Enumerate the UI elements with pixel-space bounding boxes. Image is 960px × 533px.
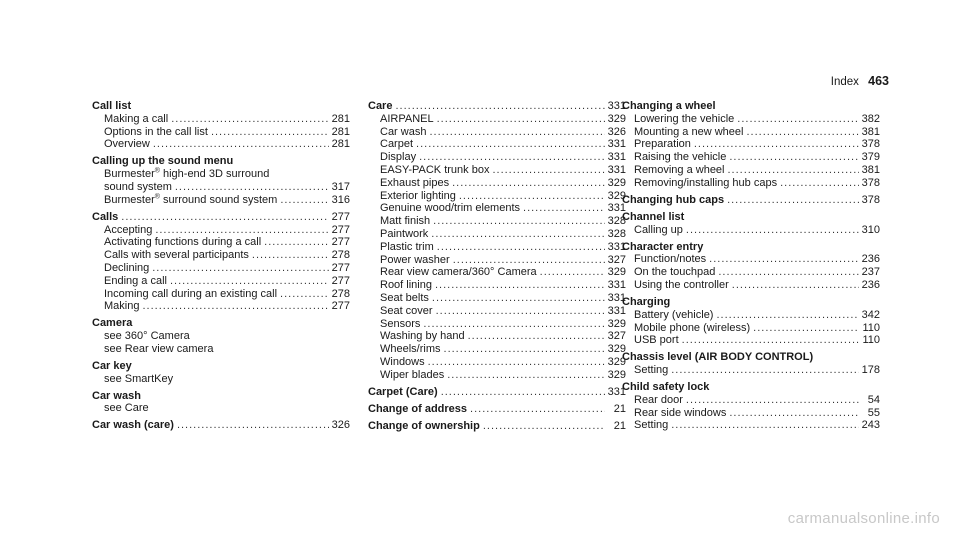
leader-dots: [753, 322, 859, 335]
index-subentry[interactable]: [622, 364, 880, 377]
leader-dots: [436, 305, 605, 318]
subentry-text: Lowering the vehicle: [634, 112, 735, 125]
leader-dots: [540, 266, 605, 279]
index-heading[interactable]: [622, 296, 880, 309]
index-subentry[interactable]: [368, 318, 626, 331]
subentry-text: Washing by hand: [380, 330, 465, 343]
index-entry: [368, 386, 626, 399]
page-ref: 237: [861, 266, 880, 279]
index-subentry[interactable]: [368, 305, 626, 318]
page-ref: 54: [867, 393, 880, 406]
leader-dots: [459, 190, 605, 203]
index-heading[interactable]: [622, 241, 880, 254]
page-ref: 329: [607, 176, 626, 189]
index-subentry[interactable]: [368, 266, 626, 279]
subentry-text: Removing a wheel: [634, 163, 725, 176]
leader-dots: [453, 254, 605, 267]
index-entry: [92, 419, 350, 432]
subentry-text: Display: [380, 151, 417, 164]
subentry-text: Making: [104, 300, 140, 313]
page-ref: 331: [607, 202, 626, 215]
page-ref: 110: [862, 321, 880, 334]
subentry-text: Raising the vehicle: [634, 151, 727, 164]
page-ref: 326: [607, 125, 626, 138]
subentry-text: USB port: [634, 334, 679, 347]
leader-dots: [682, 334, 859, 347]
subentry-text: sound system: [104, 180, 172, 193]
subentry-text: Overview: [104, 138, 150, 151]
page-ref: 378: [861, 193, 880, 206]
page-ref: 331: [607, 100, 626, 112]
page-ref: 21: [613, 402, 626, 415]
leader-dots: [433, 215, 605, 228]
subentry-text: Seat cover: [380, 304, 433, 317]
index-heading[interactable]: [368, 420, 626, 433]
index-subentry[interactable]: [92, 236, 350, 249]
leader-dots: [153, 138, 329, 151]
index-subentry[interactable]: [92, 126, 350, 139]
index-subentry[interactable]: [368, 356, 626, 369]
index-subentry[interactable]: [622, 279, 880, 292]
page-ref: 331: [607, 163, 626, 176]
page-ref: 281: [331, 112, 350, 125]
subentry-text: Setting: [634, 364, 669, 377]
leader-dots: [441, 386, 605, 399]
subentry-text: Rear door: [634, 393, 683, 406]
page-ref: 277: [331, 274, 350, 287]
page-ref: 277: [331, 300, 350, 313]
index-subentry[interactable]: [92, 262, 350, 275]
subentry-text: Paintwork: [380, 227, 429, 240]
subentry-text: Wiper blades: [380, 368, 445, 381]
index-subentry[interactable]: [92, 300, 350, 313]
subentry-text: Declining: [104, 261, 150, 274]
page-number: 463: [868, 74, 889, 88]
index-subentry[interactable]: [92, 181, 350, 194]
page-ref: 310: [861, 223, 880, 236]
index-subentry[interactable]: [622, 177, 880, 190]
index-subentry[interactable]: [622, 224, 880, 237]
heading-text: Chassis level (AIR BODY CONTROL): [622, 351, 814, 364]
index-column-1: [92, 100, 350, 436]
page-ref: 379: [861, 151, 880, 164]
index-subentry[interactable]: [92, 402, 350, 415]
leader-dots: [452, 177, 605, 190]
leader-dots: [671, 364, 858, 377]
subentry-text: Activating functions during a call: [104, 236, 262, 249]
index-subentry[interactable]: [622, 309, 880, 322]
subentry-text: Preparation: [634, 138, 691, 151]
index-subentry[interactable]: [368, 126, 626, 139]
leader-dots: [746, 126, 858, 139]
index-subentry[interactable]: [622, 407, 880, 420]
subentry-text: On the touchpad: [634, 266, 716, 279]
subentry-text: Matt finish: [380, 215, 431, 228]
index-entry: [368, 403, 626, 416]
page-ref: 329: [607, 266, 626, 279]
index-subentry[interactable]: [622, 253, 880, 266]
page-ref: 331: [607, 240, 626, 253]
subentry-text: Function/notes: [634, 253, 707, 266]
leader-dots: [729, 151, 858, 164]
index-entry: [92, 155, 350, 206]
index-subentry[interactable]: [368, 164, 626, 177]
leader-dots: [468, 330, 605, 343]
index-heading[interactable]: [92, 211, 350, 224]
leader-dots: [686, 224, 859, 237]
leader-dots: [483, 420, 605, 433]
index-subentry[interactable]: [92, 194, 350, 207]
leader-dots: [729, 407, 859, 420]
leader-dots: [732, 279, 859, 292]
leader-dots: [280, 194, 328, 207]
index-subentry[interactable]: [368, 241, 626, 254]
leader-dots: [142, 300, 328, 313]
index-subentry[interactable]: [92, 224, 350, 237]
index-heading[interactable]: [92, 390, 350, 403]
heading-text: Change of address: [368, 402, 468, 415]
index-entry: [92, 360, 350, 386]
heading-text: Character entry: [622, 240, 704, 253]
leader-dots: [175, 181, 329, 194]
page-ref: 281: [331, 138, 350, 151]
index-column-2: [368, 100, 626, 437]
leader-dots: [737, 113, 858, 126]
leader-dots: [470, 403, 605, 416]
index-entry: [92, 100, 350, 151]
index-entry: [368, 100, 626, 382]
index-entry: [368, 420, 626, 433]
index-entry: [622, 351, 880, 377]
subentry-text: Genuine wood/trim elements: [380, 202, 521, 215]
subentry-text: see Care: [104, 402, 149, 415]
leader-dots: [423, 318, 604, 331]
leader-dots: [428, 356, 605, 369]
page-ref: 381: [861, 163, 880, 176]
subentry-text: Rear view camera/360° Camera: [380, 266, 537, 279]
index-heading[interactable]: [622, 381, 880, 394]
index-subentry[interactable]: [92, 288, 350, 301]
heading-text: Calls: [92, 210, 119, 223]
page-ref: 331: [607, 138, 626, 151]
subentry-text: Rear side windows: [634, 406, 727, 419]
index-heading[interactable]: [92, 360, 350, 373]
index-subentry[interactable]: [368, 177, 626, 190]
subentry-text: Car wash: [380, 125, 427, 138]
leader-dots: [437, 113, 605, 126]
index-heading[interactable]: [368, 386, 626, 399]
subentry-text: see 360° Camera: [104, 330, 190, 343]
subentry-text: Mobile phone (wireless): [634, 321, 751, 334]
index-subentry[interactable]: [368, 330, 626, 343]
index-subentry[interactable]: [622, 394, 880, 407]
page-ref: 316: [331, 193, 350, 206]
index-subentry[interactable]: [368, 343, 626, 356]
subentry-text: see Rear view camera: [104, 342, 214, 355]
index-subentry[interactable]: [92, 330, 350, 343]
index-subentry[interactable]: [368, 254, 626, 267]
index-subentry[interactable]: [368, 279, 626, 292]
subentry-text: Exterior lighting: [380, 189, 456, 202]
leader-dots: [437, 241, 605, 254]
index-subentry[interactable]: [92, 168, 350, 181]
leader-dots: [170, 275, 329, 288]
index-heading[interactable]: [622, 211, 880, 224]
page-ref: 382: [861, 112, 880, 125]
subentry-text: Calling up: [634, 223, 683, 236]
leader-dots: [671, 419, 858, 432]
index-subentry[interactable]: [92, 275, 350, 288]
index-subentry[interactable]: [622, 138, 880, 151]
index-entry: [92, 390, 350, 416]
page-ref: 342: [861, 308, 880, 321]
leader-dots: [709, 253, 858, 266]
subentry-text: Plastic trim: [380, 240, 434, 253]
index-entry: [92, 317, 350, 355]
index-subentry[interactable]: [92, 113, 350, 126]
subentry-text: EASY-PACK trunk box: [380, 163, 490, 176]
page-ref: 378: [861, 176, 880, 189]
index-heading[interactable]: [622, 100, 880, 113]
index-subentry[interactable]: [92, 373, 350, 386]
leader-dots: [435, 279, 605, 292]
watermark: carmanualsonline.info: [787, 510, 940, 527]
leader-dots: [152, 262, 328, 275]
page-ref: 277: [331, 223, 350, 236]
page-ref: 329: [607, 112, 626, 125]
leader-dots: [780, 177, 859, 190]
page-ref: 327: [607, 330, 626, 343]
heading-text: Channel list: [622, 210, 685, 223]
index-subentry[interactable]: [622, 322, 880, 335]
subentry-text: Removing/installing hub caps: [634, 176, 778, 189]
subentry-text: Carpet: [380, 138, 414, 151]
page-ref: 329: [607, 189, 626, 202]
index-subentry[interactable]: [622, 151, 880, 164]
page-ref: 317: [331, 180, 350, 193]
index-heading[interactable]: [368, 100, 626, 113]
subentry-text: Setting: [634, 419, 669, 432]
leader-dots: [432, 292, 605, 305]
index-subentry[interactable]: [368, 228, 626, 241]
leader-dots: [177, 419, 329, 432]
index-column-3: [622, 100, 880, 436]
subentry-text: Seat belts: [380, 291, 429, 304]
page-ref: 327: [607, 253, 626, 266]
subentry-text: Burmester® surround sound system: [104, 193, 278, 206]
page-ref: 110: [862, 334, 880, 347]
subentry-text: Exhaust pipes: [380, 176, 450, 189]
leader-dots: [431, 228, 604, 241]
leader-dots: [727, 194, 859, 207]
page-ref: 277: [331, 236, 350, 249]
index-subentry[interactable]: [368, 113, 626, 126]
page-ref: 21: [613, 419, 626, 432]
subentry-text: Using the controller: [634, 278, 729, 291]
index-subentry[interactable]: [92, 343, 350, 356]
index-subentry[interactable]: [368, 138, 626, 151]
index-subentry[interactable]: [622, 419, 880, 432]
heading-text: Care: [368, 100, 393, 112]
index-subentry[interactable]: [368, 369, 626, 382]
index-entry: [622, 211, 880, 237]
leader-dots: [447, 369, 604, 382]
index-subentry[interactable]: [368, 190, 626, 203]
heading-text: Call list: [92, 100, 132, 112]
page-ref: 331: [607, 291, 626, 304]
page-ref: 178: [861, 364, 880, 377]
subentry-text: Burmester® high-end 3D surround: [104, 167, 270, 181]
leader-dots: [211, 126, 329, 139]
index-entry: [92, 211, 350, 313]
page-ref: 331: [607, 304, 626, 317]
leader-dots: [694, 138, 859, 151]
page-ref: 329: [607, 368, 626, 381]
subentry-text: Incoming call during an existing call: [104, 287, 278, 300]
page-ref: 331: [607, 279, 626, 292]
leader-dots: [264, 236, 328, 249]
page-ref: 278: [331, 287, 350, 300]
index-heading[interactable]: [622, 351, 880, 364]
leader-dots: [121, 211, 328, 224]
index-subentry[interactable]: [368, 202, 626, 215]
leader-dots: [252, 249, 329, 262]
index-entry: [622, 241, 880, 292]
subentry-text: see SmartKey: [104, 372, 174, 385]
index-subentry[interactable]: [368, 215, 626, 228]
index-subentry[interactable]: [368, 292, 626, 305]
heading-text: Camera: [92, 317, 133, 330]
page-ref: 326: [331, 419, 350, 432]
page-ref: 331: [607, 385, 626, 398]
leader-dots: [523, 202, 605, 215]
page-ref: 236: [861, 253, 880, 266]
index-subentry[interactable]: [622, 334, 880, 347]
leader-dots: [728, 164, 859, 177]
heading-text: Calling up the sound menu: [92, 155, 234, 168]
index-entry: [622, 194, 880, 207]
leader-dots: [416, 138, 605, 151]
heading-text: Changing a wheel: [622, 100, 716, 112]
index-entry: [622, 381, 880, 432]
page-ref: 55: [867, 406, 880, 419]
index-heading[interactable]: [622, 194, 880, 207]
page-ref: 277: [331, 210, 350, 223]
subentry-text: Power washer: [380, 253, 450, 266]
leader-dots: [444, 343, 605, 356]
page-ref: 329: [607, 355, 626, 368]
subentry-text: Options in the call list: [104, 125, 208, 138]
header-title: Index: [830, 76, 859, 88]
index-subentry[interactable]: [368, 151, 626, 164]
index-subentry[interactable]: [622, 113, 880, 126]
leader-dots: [280, 288, 329, 301]
page-ref: 329: [607, 317, 626, 330]
subentry-text: Windows: [380, 355, 425, 368]
subentry-text: AIRPANEL: [380, 112, 434, 125]
heading-text: Child safety lock: [622, 381, 710, 394]
subentry-text: Making a call: [104, 112, 169, 125]
leader-dots: [492, 164, 604, 177]
index-subentry[interactable]: [622, 164, 880, 177]
subentry-text: Sensors: [380, 317, 421, 330]
page-ref: 381: [861, 125, 880, 138]
leader-dots: [716, 309, 858, 322]
index-heading[interactable]: [368, 403, 626, 416]
index-heading[interactable]: [92, 155, 350, 168]
page-ref: 328: [607, 227, 626, 240]
leader-dots: [171, 113, 328, 126]
subentry-text: Calls with several participants: [104, 249, 249, 262]
leader-dots: [419, 151, 605, 164]
heading-text: Change of ownership: [368, 419, 480, 432]
page-header: [831, 74, 889, 88]
index-subentry[interactable]: [622, 126, 880, 139]
page-ref: 236: [861, 278, 880, 291]
index-heading[interactable]: [92, 419, 350, 432]
leader-dots: [155, 224, 328, 237]
page-ref: 243: [861, 419, 880, 432]
page-ref: 378: [861, 138, 880, 151]
page-ref: 328: [607, 215, 626, 228]
heading-text: Carpet (Care): [368, 385, 438, 398]
index-subentry[interactable]: [92, 249, 350, 262]
subentry-text: Battery (vehicle): [634, 308, 714, 321]
page-ref: 329: [607, 343, 626, 356]
subentry-text: Roof lining: [380, 279, 432, 292]
heading-text: Car wash (care): [92, 419, 174, 432]
subentry-text: Ending a call: [104, 274, 167, 287]
index-entry: [622, 100, 880, 190]
heading-text: Car wash: [92, 389, 141, 402]
index-subentry[interactable]: [92, 138, 350, 151]
leader-dots: [429, 126, 604, 139]
subentry-text: Mounting a new wheel: [634, 125, 744, 138]
page-ref: 281: [331, 125, 350, 138]
page-ref: 331: [607, 151, 626, 164]
index-subentry[interactable]: [622, 266, 880, 279]
heading-text: Car key: [92, 359, 132, 372]
subentry-text: Accepting: [104, 223, 153, 236]
page-ref: 278: [331, 249, 350, 262]
index-heading[interactable]: [92, 100, 350, 113]
leader-dots: [395, 100, 604, 113]
index-entry: [622, 296, 880, 347]
page-ref: 277: [331, 261, 350, 274]
heading-text: Changing hub caps: [622, 193, 725, 206]
index-heading[interactable]: [92, 317, 350, 330]
subentry-text: Wheels/rims: [380, 343, 441, 356]
leader-dots: [686, 394, 859, 407]
leader-dots: [718, 266, 858, 279]
heading-text: Charging: [622, 295, 671, 308]
